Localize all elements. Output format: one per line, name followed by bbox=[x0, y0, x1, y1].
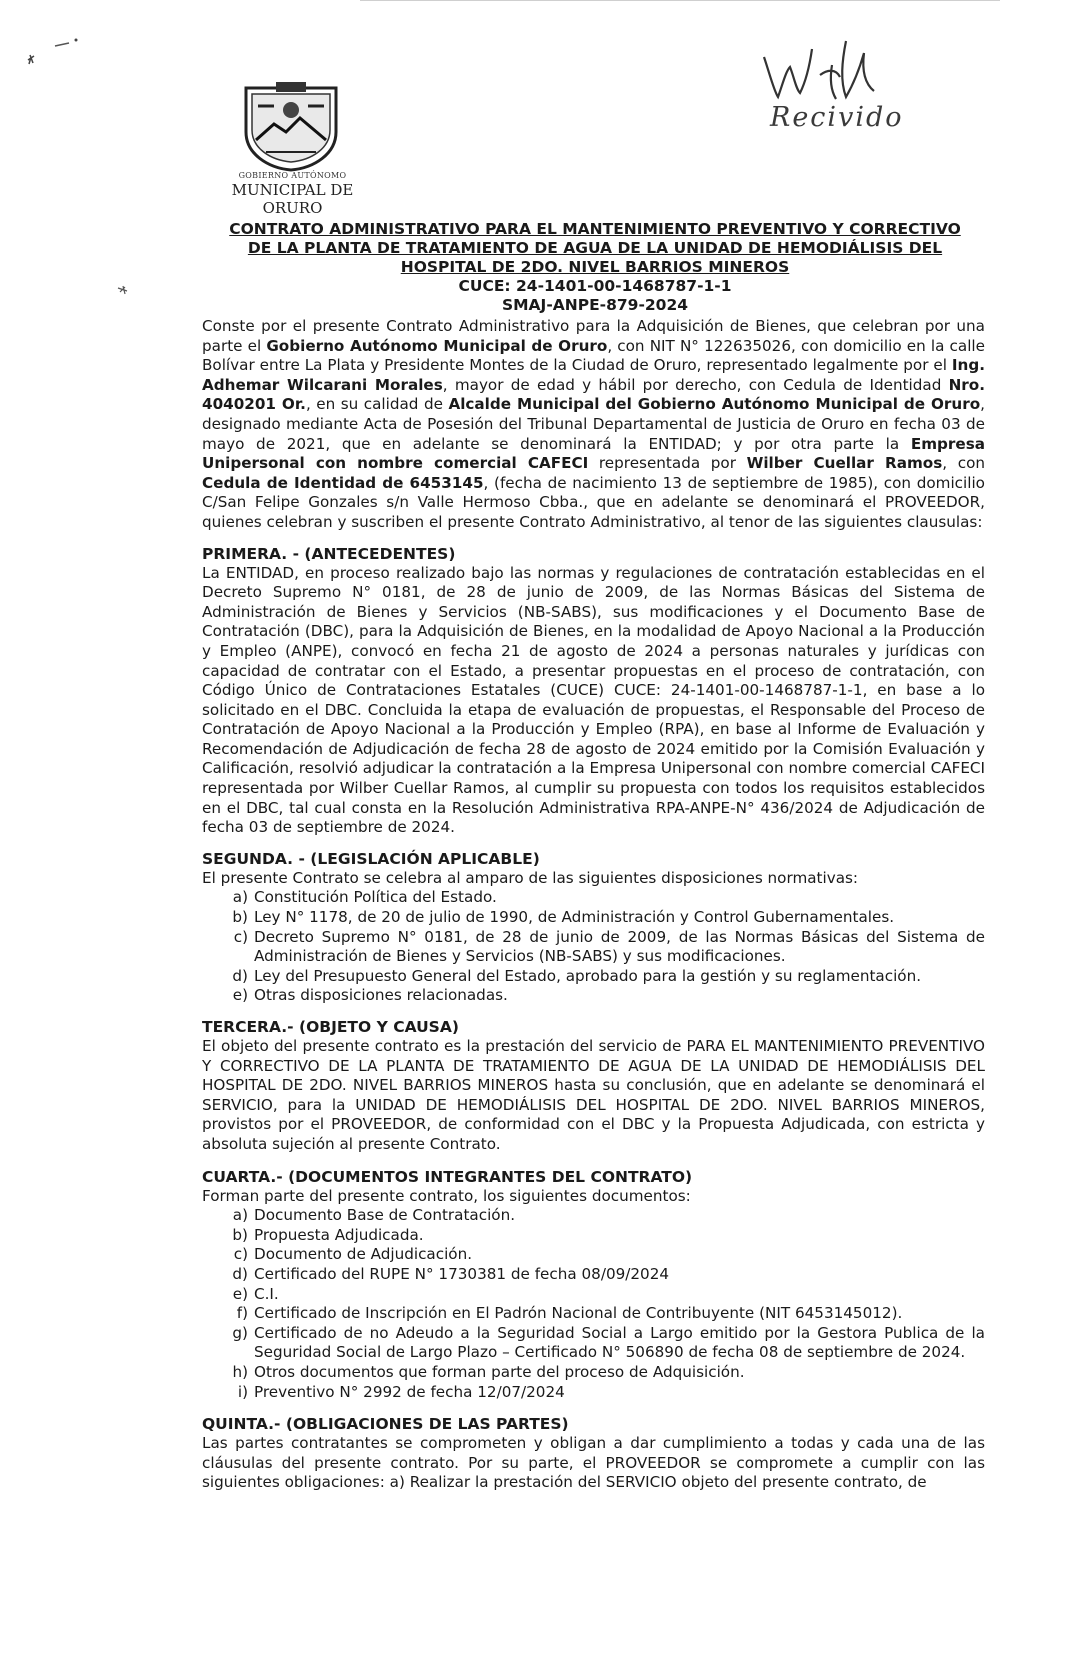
municipality-name: MUNICIPAL DE ORURO bbox=[231, 181, 354, 217]
list-item: b) Propuesta Adjudicada. bbox=[232, 1225, 424, 1244]
list-item: a) Constitución Política del Estado. bbox=[232, 888, 497, 907]
list-item: c) Decreto Supremo N° 0181, de 28 de junio de 2009, de las Normas Básicas del Sistema de Administración de Bienes y Servicios (NB-SABS) y sus modificaciones. bbox=[233, 927, 985, 966]
intro-paragraph: Conste por el presente Contrato Administrativo para la Adquisición de Bienes, que celebran por una parte el Gobierno Autónomo Municipal de Oruro, con NIT N° 122635026, con domicilio en la calle Bolívar entre La Plata y Presidente Montes de la Ciudad de Oruro, representado legalmente por el Ing. Adhemar Wilcarani Morales, mayor de edad y hábil por derecho, con Cedula de Identidad Nro. 4040201 Or., en su calidad de Alcalde Municipal del Gobierno Autónomo Municipal de Oruro, designado mediante Acta de Posesión del Tribunal Departamental de Justicia de Oruro en fecha 03 de mayo de 2021, que en adelante se denominará la ENTIDAD; y por otra parte la Empresa Unipersonal con nombre comercial CAFECI representada por Wilber Cuellar Ramos, con Cedula de Identidad de 6453145, (fecha de nacimiento 13 de septiembre de 1985), con domicilio C/San Felipe Gonzales s/n Valle Hermoso Cbba., que en adelante se denominará el PROVEEDOR, quienes celebran y suscriben el presente Contrato Administrativo, al tenor de las siguientes clausulas: bbox=[202, 317, 985, 531]
clause-intro-segunda: El presente Contrato se celebra al amparo de las siguientes disposiciones normativas: bbox=[202, 868, 859, 887]
clause-heading-quinta: QUINTA.- (OBLIGACIONES DE LAS PARTES) bbox=[202, 1415, 569, 1434]
title-line-3: HOSPITAL DE 2DO. NIVEL BARRIOS MINEROS bbox=[400, 258, 790, 276]
clause-intro-cuarta: Forman parte del presente contrato, los siguientes documentos: bbox=[202, 1186, 691, 1205]
list-item: b) Ley N° 1178, de 20 de julio de 1990, de Administración y Control Gubernamentales. bbox=[232, 908, 895, 927]
clause-heading-segunda: SEGUNDA. - (LEGISLACIÓN APLICABLE) bbox=[202, 849, 540, 868]
list-item: f) Certificado de Inscripción en El Padrón Nacional de Contribuyente (NIT 6453145012). bbox=[236, 1304, 903, 1323]
smaj-code: SMAJ-ANPE-879-2024 bbox=[501, 296, 689, 314]
list-item: c) Documento de Adjudicación. bbox=[233, 1245, 473, 1264]
coat-of-arms-icon bbox=[236, 80, 346, 172]
title-line-2: DE LA PLANTA DE TRATAMIENTO DE AGUA DE LA UNIDAD DE HEMODIÁLISIS DEL bbox=[247, 239, 943, 257]
clause-heading-tercera: TERCERA.- (OBJETO Y CAUSA) bbox=[202, 1018, 459, 1036]
clause-text-tercera: El objeto del presente contrato es la prestación del servicio de PARA EL MANTENIMIENTO PREVENTIVO Y CORRECTIVO DE LA PLANTA DE TRATAMIENTO DE AGUA DE LA UNIDAD DE HEMODIÁLISIS DEL HOSPITAL DE 2DO. NIVEL BARRIOS MINEROS hasta su conclusión, que en adelante se denominará el SERVICIO, para la UNIDAD DE HEMODIÁLISIS DEL HOSPITAL DE 2DO. NIVEL BARRIOS MINEROS, provistos por el PROVEEDOR, de conformidad con el DBC y la Propuesta Adjudicada, con estricta y absoluta sujeción al presente Contrato. bbox=[202, 1037, 985, 1153]
contract-title bbox=[195, 220, 995, 277]
legislation-list bbox=[202, 888, 985, 1006]
list-item: e) Otras disposiciones relacionadas. bbox=[232, 986, 508, 1005]
scan-edge-line bbox=[360, 0, 1000, 1]
list-item: e) C.I. bbox=[232, 1284, 279, 1303]
scan-specks bbox=[0, 0, 200, 340]
cuce-code: CUCE: 24-1401-00-1468787-1-1 bbox=[458, 277, 732, 295]
clause-text-quinta: Las partes contratantes se comprometen y obligan a dar cumplimiento a todas y cada una de las cláusulas del presente contrato. Por su parte, el PROVEEDOR se compromete a cumplir con las siguientes obligaciones: a) Realizar la prestación del SERVICIO objeto del presente contrato, de bbox=[202, 1434, 985, 1492]
handwritten-received-note: Recivido bbox=[770, 102, 904, 133]
list-item: g) Certificado de no Adeudo a la Seguridad Social a Largo emitido por la Gestora Publica de la Seguridad Social de Largo Plazo – Certificado N° 506890 de fecha 08 de septiembre de 2024. bbox=[232, 1323, 985, 1362]
contract-body bbox=[202, 317, 985, 1493]
list-item: h) Otros documentos que forman parte del proceso de Adquisición. bbox=[232, 1362, 745, 1381]
clause-text-primera: La ENTIDAD, en proceso realizado bajo las normas y regulaciones de contratación establecidas en el Decreto Supremo N° 0181, de 28 de junio de 2009, de las Normas Básicas del Sistema de Administración de Bienes y Servicios (NB-SABS), sus modificaciones y el Documento Base de Contratación (DBC), para la Adquisición de Bienes, en la modalidad de Apoyo Nacional a la Producción y Empleo (ANPE), convocó en fecha 21 de agosto de 2024 a personas naturales y jurídicas con capacidad de contratar con el Estado, a presentar propuestas en el proceso de contratación, con Código Único de Contrataciones Estatales (CUCE) CUCE: 24-1401-00-1468787-1-1, en base a lo solicitado en el DBC. Concluida la etapa de evaluación de propuestas, el Responsable del Proceso de Contratación de Apoyo Nacional a la Producción y Empleo (RPA), en base al Informe de Evaluación y Recomendación de Adjudicación de fecha 28 de agosto de 2024 emitido por la Comisión Evaluación y Calificación, resolvió adjudicar la contratación a la Empresa Unipersonal con nombre comercial CAFECI representada por Wilber Cuellar Ramos, al cumplir su propuesta con todos los requisitos establecidos en el DBC, tal cual consta en la Resolución Administrativa RPA-ANPE-N° 436/2024 de Adjudicación de fecha 03 de septiembre de 2024. bbox=[202, 563, 985, 837]
list-item: i) Preventivo N° 2992 de fecha 12/07/2024 bbox=[237, 1382, 565, 1401]
list-item: d) Ley del Presupuesto General del Estado, aprobado para la gestión y su reglamentación. bbox=[232, 966, 922, 985]
title-line-1: CONTRATO ADMINISTRATIVO PARA EL MANTENIMIENTO PREVENTIVO Y CORRECTIVO bbox=[229, 220, 961, 238]
clause-heading-primera: PRIMERA. - (ANTECEDENTES) bbox=[202, 544, 456, 563]
clause-heading-cuarta: CUARTA.- (DOCUMENTOS INTEGRANTES DEL CONTRATO) bbox=[202, 1167, 693, 1186]
list-item: d) Certificado del RUPE N° 1730381 de fecha 08/09/2024 bbox=[232, 1264, 670, 1283]
documents-list bbox=[202, 1206, 985, 1402]
gov-subtitle: GOBIERNO AUTÓNOMO bbox=[238, 171, 347, 180]
list-item: a) Documento Base de Contratación. bbox=[232, 1206, 516, 1225]
